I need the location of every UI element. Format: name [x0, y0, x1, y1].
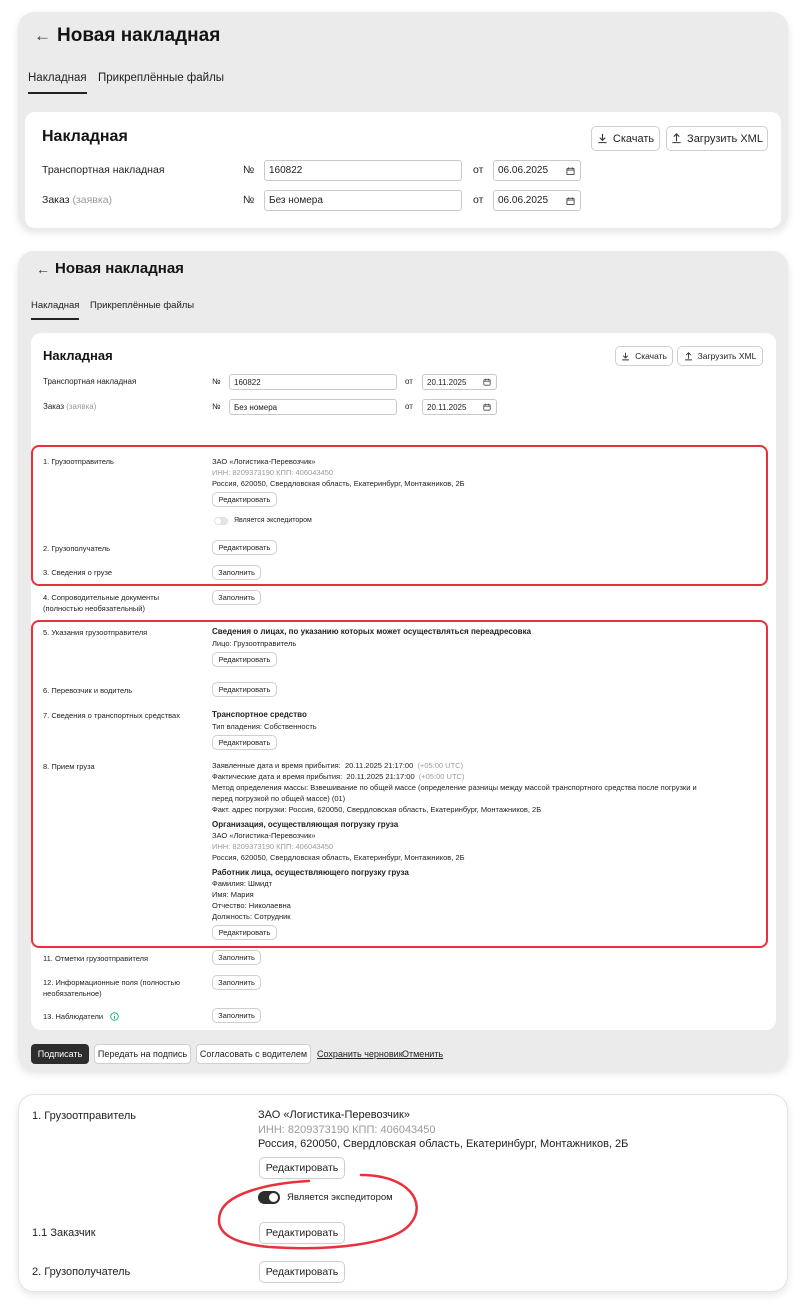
transport-invoice-date-input[interactable]: 06.06.2025	[493, 160, 581, 181]
agree-with-driver-button[interactable]: Согласовать с водителем	[196, 1044, 311, 1064]
forwarder-toggle-label: Является экспедитором	[287, 1192, 393, 1203]
section-13-label: 13. Наблюдатели	[43, 1012, 104, 1021]
back-arrow-icon[interactable]: ←	[36, 261, 50, 277]
section-1-label: 1. Грузоотправитель	[32, 1110, 137, 1122]
shipper-inn: ИНН: 8209373190 КПП: 406043450	[258, 1124, 436, 1136]
tab-invoice[interactable]: Накладная	[28, 72, 87, 94]
shipper-address: Россия, 620050, Свердловская область, Екатеринбург, Монтажников, 2Б	[212, 479, 465, 488]
edit-instructions-button[interactable]: Редактировать	[212, 652, 277, 667]
shipper-inn: ИНН: 8209373190 КПП: 406043450	[212, 468, 334, 477]
edit-carrier-button[interactable]: Редактировать	[212, 682, 277, 697]
zoomed-shipper-section	[18, 1094, 788, 1292]
order-date-input[interactable]: 20.11.2025	[422, 399, 497, 415]
vehicle-heading: Транспортное средство	[212, 710, 307, 719]
edit-vehicles-button[interactable]: Редактировать	[212, 735, 277, 750]
section-12-label-note: необязательное)	[43, 989, 102, 998]
number-sign: №	[243, 194, 255, 206]
transport-invoice-label: Транспортная накладная	[42, 164, 165, 176]
upload-icon	[671, 133, 682, 144]
mass-method-cont: перед погрузкой по общей массе) (01)	[212, 794, 346, 803]
worker-name: Имя: Мария	[212, 890, 254, 899]
loading-org-heading: Организация, осуществляющая погрузку груза	[212, 820, 399, 829]
order-number-input[interactable]: Без номера	[229, 399, 397, 415]
section-2-label: 2. Грузополучатель	[43, 544, 111, 553]
upload-xml-button[interactable]: Загрузить XML	[677, 346, 763, 366]
readdress-person: Лицо: Грузоотправитель	[212, 639, 297, 648]
card-title: Накладная	[43, 348, 113, 363]
invoice-panel-top	[18, 12, 788, 230]
transport-invoice-date-input[interactable]: 20.11.2025	[422, 374, 497, 390]
edit-consignee-button[interactable]: Редактировать	[212, 540, 277, 555]
number-sign: №	[212, 377, 221, 386]
save-draft-link[interactable]: Сохранить черновик	[317, 1049, 403, 1059]
actual-arrival: Фактические дата и время прибытия: 20.11.2025 21:17:00 (+05:00 UTC)	[212, 772, 465, 781]
order-label: Заказ (заявка)	[43, 402, 97, 411]
loading-org-address: Россия, 620050, Свердловская область, Екатеринбург, Монтажников, 2Б	[212, 853, 465, 862]
customer-label: 1.1 Заказчик	[32, 1227, 96, 1239]
tab-invoice[interactable]: Накладная	[31, 300, 79, 320]
section-4-label: 4. Сопроводительные документы	[43, 593, 160, 602]
tab-attached-files[interactable]: Прикреплённые файлы	[90, 300, 195, 311]
section-5-label: 5. Указания грузоотправителя	[43, 628, 148, 637]
shipper-name: ЗАО «Логистика-Перевозчик»	[258, 1109, 410, 1121]
download-button[interactable]: Скачать	[591, 126, 660, 151]
invoice-panel-full	[18, 251, 788, 1071]
from-label: от	[405, 377, 413, 386]
section-12-label: 12. Информационные поля (полностью	[43, 978, 181, 987]
invoice-header-card	[25, 112, 781, 228]
back-arrow-icon[interactable]: ←	[34, 26, 51, 45]
cancel-link[interactable]: Отменить	[402, 1049, 444, 1059]
calendar-icon[interactable]	[566, 196, 575, 205]
loading-org-name: ЗАО «Логистика-Перевозчик»	[212, 831, 316, 840]
section-7-label: 7. Сведения о транспортных средствах	[43, 711, 180, 720]
worker-patronymic: Отчество: Николаевна	[212, 901, 291, 910]
calendar-icon[interactable]	[483, 378, 491, 386]
send-for-signing-button[interactable]: Передать на подпись	[94, 1044, 191, 1064]
page-title: Новая накладная	[57, 25, 221, 46]
number-sign: №	[243, 164, 255, 176]
info-icon[interactable]	[110, 1012, 119, 1021]
order-label: Заказ (заявка)	[42, 194, 113, 206]
fill-shipper-marks-button[interactable]: Заполнить	[212, 950, 261, 965]
section-8-label: 8. Прием груза	[43, 762, 95, 771]
fill-documents-button[interactable]: Заполнить	[212, 590, 261, 605]
calendar-icon[interactable]	[566, 166, 575, 175]
edit-cargo-acceptance-button[interactable]: Редактировать	[212, 925, 277, 940]
calendar-icon[interactable]	[483, 403, 491, 411]
edit-customer-button[interactable]: Редактировать	[259, 1222, 345, 1244]
ownership-type: Тип владения: Собственность	[212, 722, 317, 731]
upload-icon	[684, 352, 693, 361]
download-icon	[597, 133, 608, 144]
section-4-label-note: (полностью необязательный)	[43, 604, 145, 613]
highlight-box-sections-1-3	[31, 445, 768, 586]
shipper-address: Россия, 620050, Свердловская область, Екатеринбург, Монтажников, 2Б	[258, 1138, 629, 1150]
fill-info-fields-button[interactable]: Заполнить	[212, 975, 261, 990]
number-sign: №	[212, 402, 221, 411]
mass-method: Метод определения массы: Взвешивание по общей массе (определение разницы между массой транспортного средства после погрузки и	[212, 783, 697, 792]
loading-org-inn: ИНН: 8209373190 КПП: 406043450	[212, 842, 334, 851]
invoice-form-card	[31, 333, 776, 1030]
transport-invoice-number-input[interactable]: 160822	[264, 160, 462, 181]
worker-position: Должность: Сотрудник	[212, 912, 291, 921]
declared-arrival: Заявленные дата и время прибытия: 20.11.2025 21:17:00 (+05:00 UTC)	[212, 761, 464, 770]
edit-shipper-button[interactable]: Редактировать	[212, 492, 277, 507]
fill-cargo-button[interactable]: Заполнить	[212, 565, 261, 580]
forwarder-toggle[interactable]	[214, 517, 228, 525]
transport-invoice-label: Транспортная накладная	[43, 377, 137, 386]
section-3-label: 3. Сведения о грузе	[43, 568, 113, 577]
download-icon	[621, 352, 630, 361]
consignee-label: 2. Грузополучатель	[32, 1266, 131, 1278]
download-button[interactable]: Скачать	[615, 346, 673, 366]
readdress-heading: Сведения о лицах, по указанию которых может осуществляться переадресовка	[212, 627, 532, 636]
upload-xml-button[interactable]: Загрузить XML	[666, 126, 768, 151]
order-date-input[interactable]: 06.06.2025	[493, 190, 581, 211]
from-label: от	[473, 164, 484, 176]
transport-invoice-number-input[interactable]: 160822	[229, 374, 397, 390]
forwarder-toggle-label: Является экспедитором	[234, 517, 312, 524]
loading-address: Факт. адрес погрузки: Россия, 620050, Свердловская область, Екатеринбург, Монтажников, 2Б	[212, 805, 542, 814]
section-6-label: 6. Перевозчик и водитель	[43, 686, 133, 695]
page-title: Новая накладная	[55, 260, 184, 277]
section-11-label: 11. Отметки грузоотправителя	[43, 954, 149, 963]
highlight-circle-annotation	[209, 1165, 429, 1255]
edit-shipper-button[interactable]: Редактировать	[259, 1157, 345, 1179]
from-label: от	[473, 194, 484, 206]
from-label: от	[405, 402, 413, 411]
tab-attached-files[interactable]: Прикреплённые файлы	[98, 72, 225, 84]
fill-observers-button[interactable]: Заполнить	[212, 1008, 261, 1023]
card-title: Накладная	[42, 128, 128, 145]
edit-consignee-button[interactable]: Редактировать	[259, 1261, 345, 1283]
worker-surname: Фамилия: Шмидт	[212, 879, 273, 888]
worker-heading: Работник лица, осуществляющего погрузку груза	[212, 868, 409, 877]
section-1-label: 1. Грузоотправитель	[43, 457, 114, 466]
order-number-input[interactable]: Без номера	[264, 190, 462, 211]
sign-button[interactable]: Подписать	[31, 1044, 89, 1064]
shipper-name: ЗАО «Логистика-Перевозчик»	[212, 457, 316, 466]
